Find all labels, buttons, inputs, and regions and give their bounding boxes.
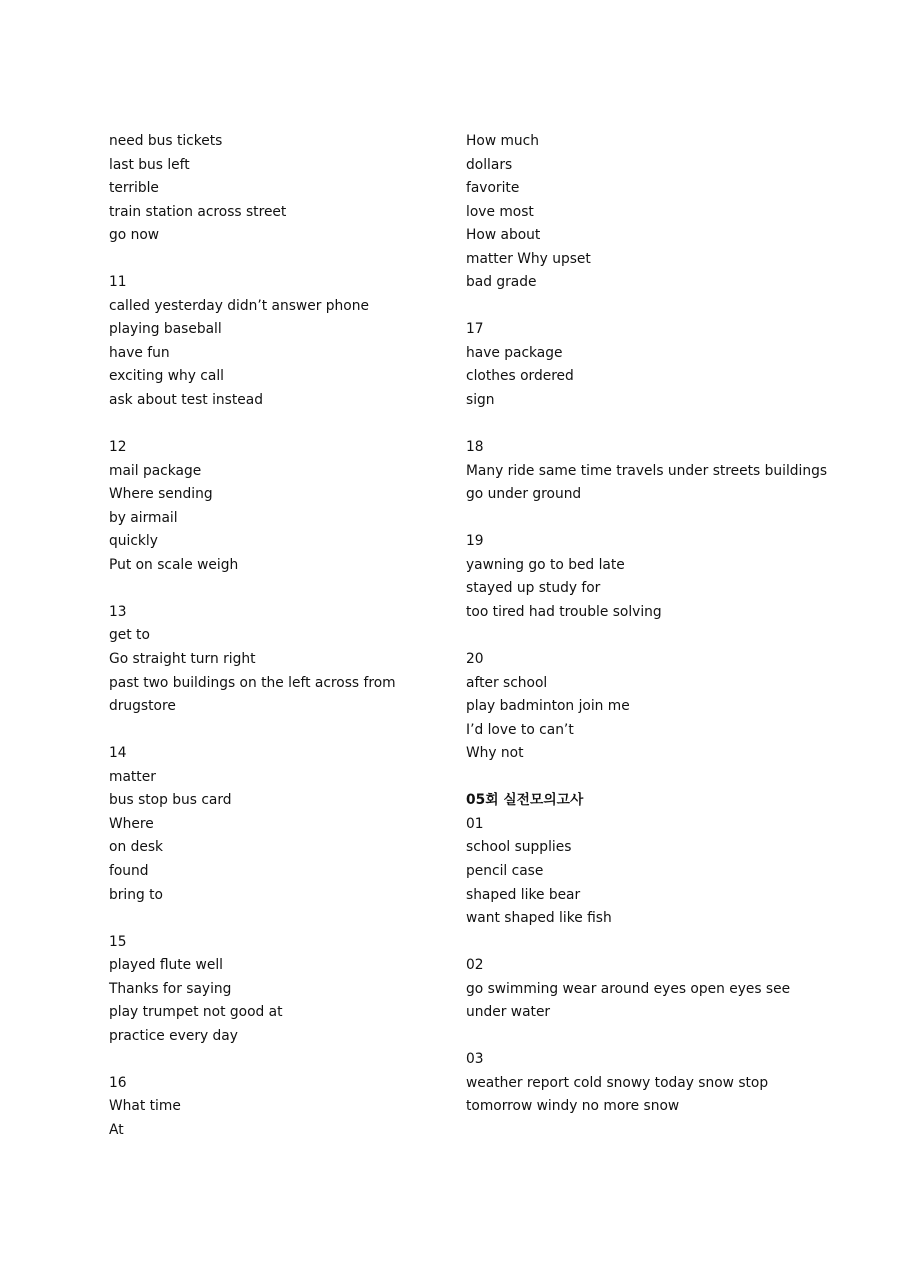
blank-line [109, 414, 439, 438]
question-number: 15 [109, 933, 127, 950]
answer-line: Where sending [109, 486, 213, 503]
answer-line: Thanks for saying [109, 980, 232, 997]
blank-line [466, 932, 826, 956]
answer-line: favorite [466, 180, 520, 197]
answer-line: sign [466, 392, 495, 409]
answer-line: How about [466, 227, 541, 244]
answer-line: drugstore [109, 698, 176, 715]
answer-line: bring to [109, 886, 164, 903]
answer-line: by airmail [109, 509, 178, 526]
blank-line [109, 249, 439, 273]
section-heading: 05회 실전모의고사 [466, 792, 584, 809]
answer-line: Many ride same time travels under streets buildings [466, 462, 828, 479]
answer-line: terrible [109, 180, 159, 197]
question-number: 01 [466, 815, 484, 832]
answer-line: ask about test instead [109, 392, 263, 409]
answer-line: bad grade [466, 274, 537, 291]
answer-line: I’d love to can’t [466, 721, 574, 738]
question-number: 12 [109, 439, 127, 456]
right-text-column [466, 131, 826, 1120]
answer-line: called yesterday didn’t answer phone [109, 297, 369, 314]
answer-line: yawning go to bed late [466, 556, 625, 573]
answer-line: have package [466, 344, 563, 361]
answer-line: stayed up study for [466, 580, 601, 597]
answer-line: mail package [109, 462, 202, 479]
answer-line: go swimming wear around eyes open eyes see [466, 980, 791, 997]
answer-line: Put on scale weigh [109, 556, 239, 573]
blank-line [466, 508, 826, 532]
blank-line [466, 296, 826, 320]
answer-line: playing baseball [109, 321, 222, 338]
answer-line: dollars [466, 156, 513, 173]
blank-line [109, 720, 439, 744]
question-number: 03 [466, 1051, 484, 1068]
answer-line: want shaped like fish [466, 910, 612, 927]
answer-line: weather report cold snowy today snow stop [466, 1074, 769, 1091]
question-number: 13 [109, 603, 127, 620]
answer-line: school supplies [466, 839, 572, 856]
answer-line: play badminton join me [466, 698, 630, 715]
answer-line: on desk [109, 839, 163, 856]
answer-line: under water [466, 1004, 551, 1021]
answer-line: Go straight turn right [109, 651, 256, 668]
answer-line: found [109, 862, 149, 879]
blank-line [466, 625, 826, 649]
answer-line: exciting why call [109, 368, 225, 385]
question-number: 17 [466, 321, 484, 338]
answer-line: Why not [466, 745, 524, 762]
question-number: 20 [466, 651, 484, 668]
answer-line: go under ground [466, 486, 582, 503]
answer-line: What time [109, 1098, 181, 1115]
answer-line: quickly [109, 533, 158, 550]
answer-line: have fun [109, 344, 170, 361]
answer-line: practice every day [109, 1027, 238, 1044]
answer-line: go now [109, 227, 160, 244]
answer-line: pencil case [466, 862, 544, 879]
question-number: 18 [466, 439, 484, 456]
question-number: 11 [109, 274, 127, 291]
answer-line: Where [109, 815, 154, 832]
answer-line: last bus left [109, 156, 190, 173]
answer-line: train station across street [109, 203, 287, 220]
answer-line: too tired had trouble solving [466, 603, 662, 620]
question-number: 16 [109, 1074, 127, 1091]
answer-line: shaped like bear [466, 886, 581, 903]
answer-line: bus stop bus card [109, 792, 232, 809]
answer-line: love most [466, 203, 534, 220]
answer-line: after school [466, 674, 548, 691]
question-number: 14 [109, 745, 127, 762]
blank-line [466, 1026, 826, 1050]
question-number: 02 [466, 957, 484, 974]
answer-line: clothes ordered [466, 368, 574, 385]
blank-line [109, 578, 439, 602]
answer-line: play trumpet not good at [109, 1004, 283, 1021]
blank-line [109, 1049, 439, 1073]
answer-line: tomorrow windy no more snow [466, 1098, 680, 1115]
answer-line: matter [109, 768, 156, 785]
answer-line: get to [109, 627, 150, 644]
answer-line: past two buildings on the left across from [109, 674, 396, 691]
blank-line [466, 767, 826, 791]
answer-line: played flute well [109, 957, 223, 974]
answer-line: matter Why upset [466, 250, 591, 267]
blank-line [109, 908, 439, 932]
answer-line: At [109, 1121, 124, 1138]
answer-line: How much [466, 133, 539, 149]
blank-line [466, 414, 826, 438]
question-number: 19 [466, 533, 484, 550]
answer-line: need bus tickets [109, 133, 223, 149]
left-text-column [109, 131, 439, 1144]
